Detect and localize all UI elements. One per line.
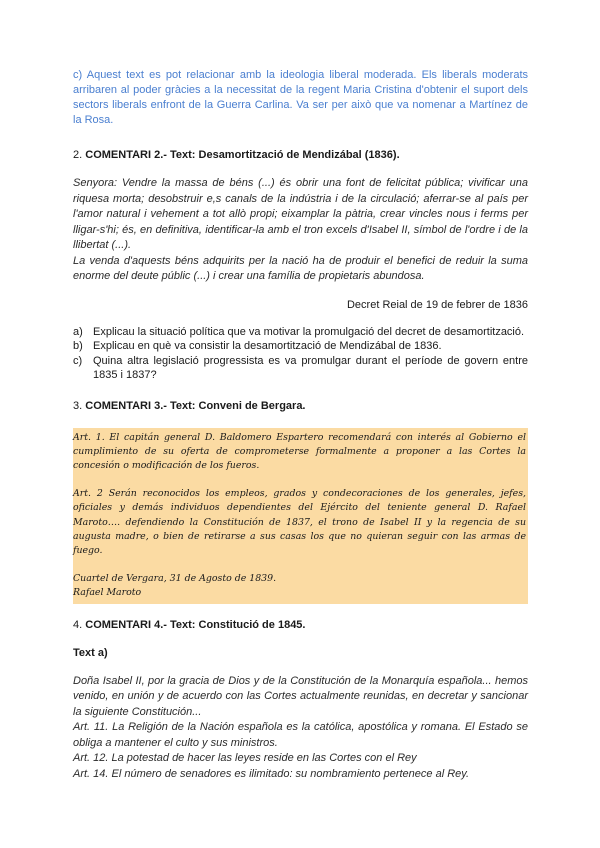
question-text: Explicau en què va consistir la desamortització de Mendizábal de 1836. [93,340,442,352]
question-text: Quina altra legislació progressista es va promulgar durant el període de govern entre 1835 i 1837? [93,354,528,381]
question-marker: c) [73,354,83,367]
section-2-number: 2. [73,149,83,161]
document-page [73,68,528,782]
section-2-source: Decret Reial de 19 de febrer de 1836 [346,298,528,311]
article-1: Art. 1. El capitán general D. Baldomero Espartero recomendará con interés al Gobierno el cumplimiento de su oferta de comprometerse formalmente a proponer a las Cortes la concesión o modificación de los fueros. [73,431,526,471]
question-marker: b) [73,340,83,352]
section-4-title: COMENTARI 4.- Text: Constitució de 1845. [85,618,306,631]
constitution-line: Doña Isabel II, por la gracia de Dios y de la Constitución de la Monarquía española... hemos venido, en unión y de acuerdo con las Cortes actualmente reunidas, en decretar y sancionar la siguiente Constitución... [73,674,528,718]
section-3-number: 3. [73,399,83,412]
signature: Rafael Maroto [73,587,142,599]
constitution-line: Art. 12. La potestad de hacer las leyes reside en las Cortes con el Rey [73,752,417,765]
section-2-title: COMENTARI 2.- Text: Desamortització de Mendizábal (1836). [85,149,400,161]
question-item [73,354,528,383]
section-2-quote-1: Senyora: Vendre la massa de béns (...) és obrir una font de felicitat pública; vivificar una riquesa morta; desobstruir e,s canals de la indústria i de la circulació; aferrar-se al país per l'amor natural i vehement a tot allò propi; eixamplar la pàtria, crear vincles nous i ferms per lligar-s'hi; és, en definitiva, identificar-la amb el tron excels d'Isabel II, símbol de l'ordre i de la llibertat (...). [73,177,528,251]
section-2-questions [73,325,528,383]
constitution-line: Art. 14. El número de senadores es ilimitado: su nombramiento pertenece al Rey. [73,767,469,780]
section-4-text [73,674,528,783]
section-3-heading [73,399,528,413]
section-4-number: 4. [73,618,83,631]
section-2-quote-2: La venda d'aquests béns adquirits per la nació ha de produir el benefici de reduir la suma enorme del deute públic (...) i crear una família de propietaris abundosa. [73,254,528,282]
constitution-line: Art. 11. La Religión de la Nación española es la católica, apostólica y romana. El Estado se obliga a mantener el culto y sus ministros. [73,721,528,749]
section-2-heading [73,148,528,162]
question-item [73,325,528,340]
section-3-title: COMENTARI 3.- Text: Conveni de Bergara. [85,399,306,412]
question-marker: a) [73,325,83,338]
intro-paragraph: c) Aquest text es pot relacionar amb la ideologia liberal moderada. Els liberals moderats arribaren al poder gràcies a la necessitat de la regent Maria Cristina d'obtenir el suport dels sectors liberals enfront de la Guerra Carlina. Va ser per això que va nomenar a Martínez de la Rosa. [73,69,528,126]
highlighted-text-block [73,428,528,604]
section-4-subtitle: Text a) [73,646,108,659]
section-4-heading [73,618,528,632]
article-2: Art. 2 Serán reconocidos los empleos, grados y condecoraciones de los generales, jefes, oficiales y demás individuos dependientes del Ejército del teniente general D. Rafael Maroto…. defendiendo la Constitución de 1837, el trono de Isabel II y la regencia de su augusta madre, o bien de retirarse a sus casas los que no quieran seguir con las armas de fuego. [73,488,526,556]
place-date: Cuartel de Vergara, 31 de Agosto de 1839. [73,573,277,585]
question-item [73,339,528,354]
question-text: Explicau la situació política que va motivar la promulgació del decret de desamortització. [93,325,525,338]
